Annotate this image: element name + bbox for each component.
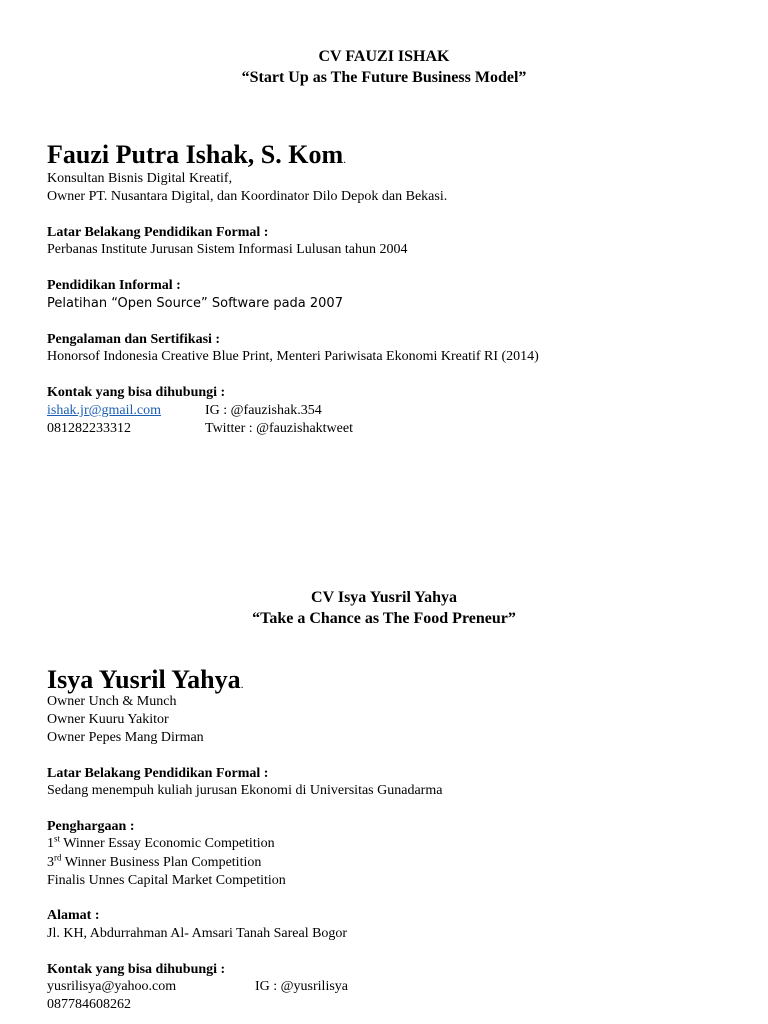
cv1-experience-heading: Pengalaman dan Sertifikasi : [47, 332, 221, 347]
cv2-role-3: Owner Pepes Mang Dirman [47, 730, 204, 745]
cv2-awards-heading: Penghargaan : [47, 819, 135, 834]
cv1-phone: 081282233312 [47, 421, 131, 436]
cv1-tagline: “Start Up as The Future Business Model” [241, 69, 527, 86]
cv2-name-dot: . [240, 677, 244, 691]
cv1-twitter: Twitter : @fauzishaktweet [205, 421, 353, 436]
cv1-instagram: IG : @fauzishak.354 [205, 403, 322, 418]
cv2-award-2-suffix: rd [54, 852, 62, 863]
cv1-title: CV FAUZI ISHAK [318, 48, 450, 65]
cv1-informal-text: Pelatihan “Open Source” Software pada 2007 [47, 296, 343, 311]
cv1-name-block [47, 140, 346, 170]
cv2-tagline: “Take a Chance as The Food Preneur” [252, 610, 516, 627]
cv1-role-2: Owner PT. Nusantara Digital, dan Koordinator Dilo Depok dan Bekasi. [47, 189, 448, 204]
cv2-contact-heading: Kontak yang bisa dihubungi : [47, 962, 226, 977]
cv1-role-1: Konsultan Bisnis Digital Kreatif, [47, 171, 233, 186]
cv2-award-1-number: 1 [47, 836, 54, 851]
cv1-informal-heading: Pendidikan Informal : [47, 278, 181, 293]
cv2-award-1-text: Winner Essay Economic Competition [60, 836, 275, 851]
cv1-experience-text: Honorsof Indonesia Creative Blue Print, Menteri Pariwisata Ekonomi Kreatif RI (2014) [47, 349, 539, 364]
cv2-name-block [47, 665, 244, 695]
cv2-phone: 087784608262 [47, 997, 131, 1012]
cv2-formal-heading: Latar Belakang Pendidikan Formal : [47, 766, 269, 781]
cv2-role-2: Owner Kuuru Yakitor [47, 712, 169, 727]
cv2-role-1: Owner Unch & Munch [47, 694, 177, 709]
cv2-award-3: Finalis Unnes Capital Market Competition [47, 873, 286, 888]
cv2-award-2 [47, 852, 262, 871]
cv2-award-2-text: Winner Business Plan Competition [61, 855, 262, 870]
cv2-award-2-number: 3 [47, 855, 54, 870]
cv1-name-dot: . [343, 152, 347, 166]
cv2-award-1 [47, 833, 275, 852]
cv1-formal-heading: Latar Belakang Pendidikan Formal : [47, 225, 269, 240]
cv2-formal-text: Sedang menempuh kuliah jurusan Ekonomi di Universitas Gunadarma [47, 783, 443, 798]
cv1-formal-text: Perbanas Institute Jurusan Sistem Informasi Lulusan tahun 2004 [47, 242, 408, 257]
cv2-title: CV Isya Yusril Yahya [311, 589, 457, 606]
cv1-contact-heading: Kontak yang bisa dihubungi : [47, 385, 226, 400]
cv2-address-heading: Alamat : [47, 908, 100, 923]
cv1-name: Fauzi Putra Ishak, S. Kom [47, 140, 344, 169]
cv2-instagram: IG : @yusrilisya [255, 979, 348, 994]
cv1-email-link[interactable]: ishak.jr@gmail.com [47, 403, 161, 418]
cv2-address-text: Jl. KH, Abdurrahman Al- Amsari Tanah Sareal Bogor [47, 926, 348, 941]
cv2-award-1-suffix: st [54, 833, 61, 844]
cv2-name: Isya Yusril Yahya [47, 665, 241, 694]
cv2-email: yusrilisya@yahoo.com [47, 979, 177, 994]
